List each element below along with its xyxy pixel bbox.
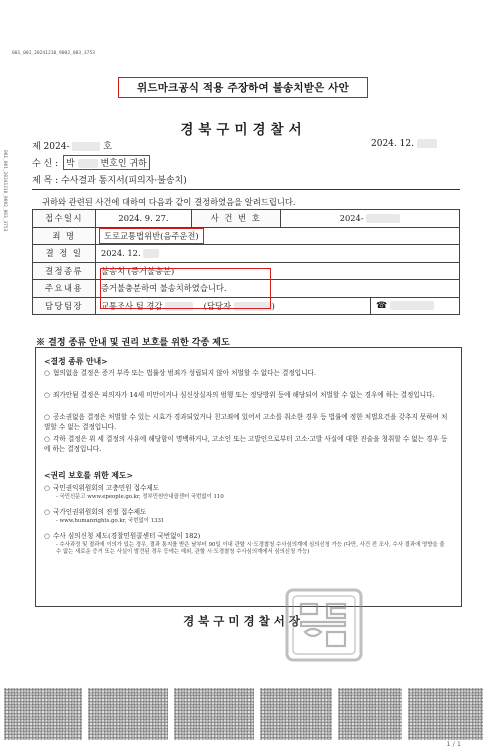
redacted-block (390, 301, 434, 310)
footer-agency: 경북구미경찰서장 (183, 614, 304, 628)
intro-text: 귀하와 관련된 사건에 대하여 다음과 같이 결정하였음을 알려드립니다. (42, 197, 296, 207)
phone-cell (371, 297, 460, 315)
redacted-block (366, 214, 400, 223)
rights-item-2-detail: - www.humanrights.go.kr, 국번없이 1331 (56, 518, 165, 524)
rights-item-1-detail: - 국민신문고 www.epeople.go.kr, 정부민원안내콜센터 국번없이 110 (56, 494, 224, 500)
redacted-block (260, 688, 332, 740)
highlight-banner: 위드마크공식 적용 주장하여 불송치받은 사안 (118, 77, 368, 98)
redacted-block (408, 688, 483, 740)
guide-box (35, 347, 462, 607)
decision-type-label: 결정종류 (33, 262, 96, 280)
decision-item-2: 죄가안됨 결정은 피의자가 14세 미만이거나 심신상실자의 범행 또는 정당방위 등에 해당되어 처벌할 수 없는 경우에 하는 결정입니다. (53, 391, 435, 399)
list-item: ○ 각하 결정은 위 세 결정의 사유에 해당함이 명백하거나, 고소인 또는 고발인으로부터 고소·고발 사실에 대한 진술을 청취할 수 없는 경우 등에 하는 결정입니다. (44, 435, 448, 453)
redacted-block (174, 688, 254, 740)
list-item: ○ 죄가안됨 결정은 피의자가 14세 미만이거나 심신상실자의 범행 또는 정당방위 등에 해당되어 처벌할 수 없는 경우에 하는 결정입니다. (44, 391, 435, 399)
main-content: 증거불충분하여 불송치하였습니다. (96, 280, 460, 298)
officer: 교통조사 팀 경감 (101, 300, 163, 311)
charge-box (101, 230, 202, 242)
section-title: ※ 결정 종류 안내 및 권리 보호를 위한 각종 제도 (36, 338, 230, 348)
receipt-date-label: 접수일시 (33, 210, 96, 228)
document-id: 001_001_20241210_9002_003_3753 (12, 51, 95, 56)
redacted-block (4, 688, 82, 740)
charge: 도로교통법위반(음주운전) (104, 230, 199, 241)
rights-item-3-detail: - 수사과정 및 결과에 이의가 있는 경우, 결과 통지를 받은 날부터 90일 이내 관할 시·도경찰청 수사심의계에 심의신청 가능 (다만, 사건 전 조사, 수사 결과에 영향을 줄 수 없는 새로운 증거 또는 사실이 발견된 경우 등에는 예외, 관할 시·도경찰청 수사심의계에서 심의신청 가능) (56, 542, 445, 555)
phone-icon: ☎ (376, 301, 388, 312)
rights-item-1-title: 국민권익위원회의 고충민원 접수제도 (53, 484, 160, 492)
subject-label: 제 목 : (32, 176, 59, 186)
case-no-label: 사 건 번 호 (192, 210, 281, 228)
redacted-block (338, 688, 402, 740)
main-content-label: 주요내용 (33, 280, 96, 298)
receipt-date: 2024. 9. 27. (96, 210, 192, 228)
list-item: ○ 혐의없음 결정은 증거 부족 또는 법률상 범죄가 성립되지 않아 처벌할 수 없다는 결정입니다. (44, 369, 316, 377)
recipient-suffix: 변호인 귀하 (100, 159, 147, 169)
decision-item-3: 공소권없음 결정은 처벌할 수 있는 시효가 경과되었거나 친고죄에 있어서 고소를 취소한 경우 등 법률에 정한 처벌요건을 갖추지 못하여 처벌할 수 없는 결정입니다. (44, 413, 448, 431)
recipient-name: 박 (66, 159, 75, 169)
officer-label: 담당팀장 (33, 297, 96, 315)
redacted-block (72, 142, 100, 151)
officer-close: ) (271, 300, 275, 311)
doc-number-suffix: 호 (103, 142, 112, 152)
list-item: ○ 공소권없음 결정은 처벌할 수 있는 시효가 경과되었거나 친고죄에 있어서 고소를 취소한 경우 등 법률에 정한 처벌요건을 갖추지 못하여 처벌할 수 없는 결정입니다. (44, 413, 448, 431)
doc-date-row (371, 139, 437, 149)
side-margin-strip (2, 150, 8, 260)
list-item: ○ 수사 심의신청 제도(경찰민원콜센터 국번없이 182) (44, 532, 201, 540)
rights-item-3-title: 수사 심의신청 제도(경찰민원콜센터 국번없이 182) (53, 532, 201, 540)
decision-item-4: 각하 결정은 위 세 결정의 사유에 해당함이 명백하거나, 고소인 또는 고발인으로부터 고소·고발 사실에 대한 진술을 청취할 수 없는 경우 등에 하는 결정입니다. (44, 435, 448, 453)
case-no: 2024- (339, 213, 364, 224)
rights-item-2-title: 국가인권위원회의 진정 접수제도 (53, 508, 147, 516)
recipient-box (63, 155, 150, 170)
charge-cell (96, 227, 460, 245)
case-no-cell (281, 210, 460, 228)
decision-type: 불송치 (증거불충분) (96, 262, 460, 280)
page-number: 1 / 1 (446, 740, 461, 748)
redacted-block (417, 139, 437, 148)
decision-date-cell (96, 245, 460, 263)
redacted-attachments (0, 680, 487, 740)
recipient-highlight (63, 155, 150, 170)
table-row (33, 227, 460, 245)
agency-title: 경북구미경찰서 (180, 122, 307, 138)
official-seal-stamp (283, 586, 365, 664)
decision-date: 2024. 12. (101, 248, 141, 259)
doc-date: 2024. 12. (371, 139, 414, 149)
subject-text: 수사결과 통지서(피의자·불송치) (61, 176, 187, 186)
rights-head: <권리 보호를 위한 제도> (44, 471, 133, 480)
decision-head: <결정 종류 안내> (44, 357, 108, 366)
decision-date-label: 결 정 일 (33, 245, 96, 263)
redacted-block (88, 688, 168, 740)
subject-row (32, 173, 187, 186)
recipient-row (32, 155, 150, 170)
doc-number-prefix: 제 2024- (32, 142, 70, 152)
table-row (33, 210, 460, 228)
list-item: ○ 국가인권위원회의 진정 접수제도 (44, 508, 147, 516)
divider (32, 189, 460, 190)
recipient-label: 수 신 : (32, 159, 59, 169)
decision-highlight (100, 268, 271, 309)
list-item: ○ 국민권익위원회의 고충민원 접수제도 (44, 484, 160, 492)
decision-item-1: 혐의없음 결정은 증거 부족 또는 법률상 범죄가 성립되지 않아 처벌할 수 없다는 결정입니다. (53, 369, 316, 377)
table-row (33, 245, 460, 263)
officer-in-charge: (담당자 (203, 300, 231, 311)
doc-number-row (32, 139, 112, 152)
charge-highlight (99, 228, 204, 244)
redacted-block (143, 249, 159, 258)
side-margin-text: 001_001_20241210_9002_003_3753 (2, 150, 7, 232)
charge-label: 죄 명 (33, 227, 96, 245)
